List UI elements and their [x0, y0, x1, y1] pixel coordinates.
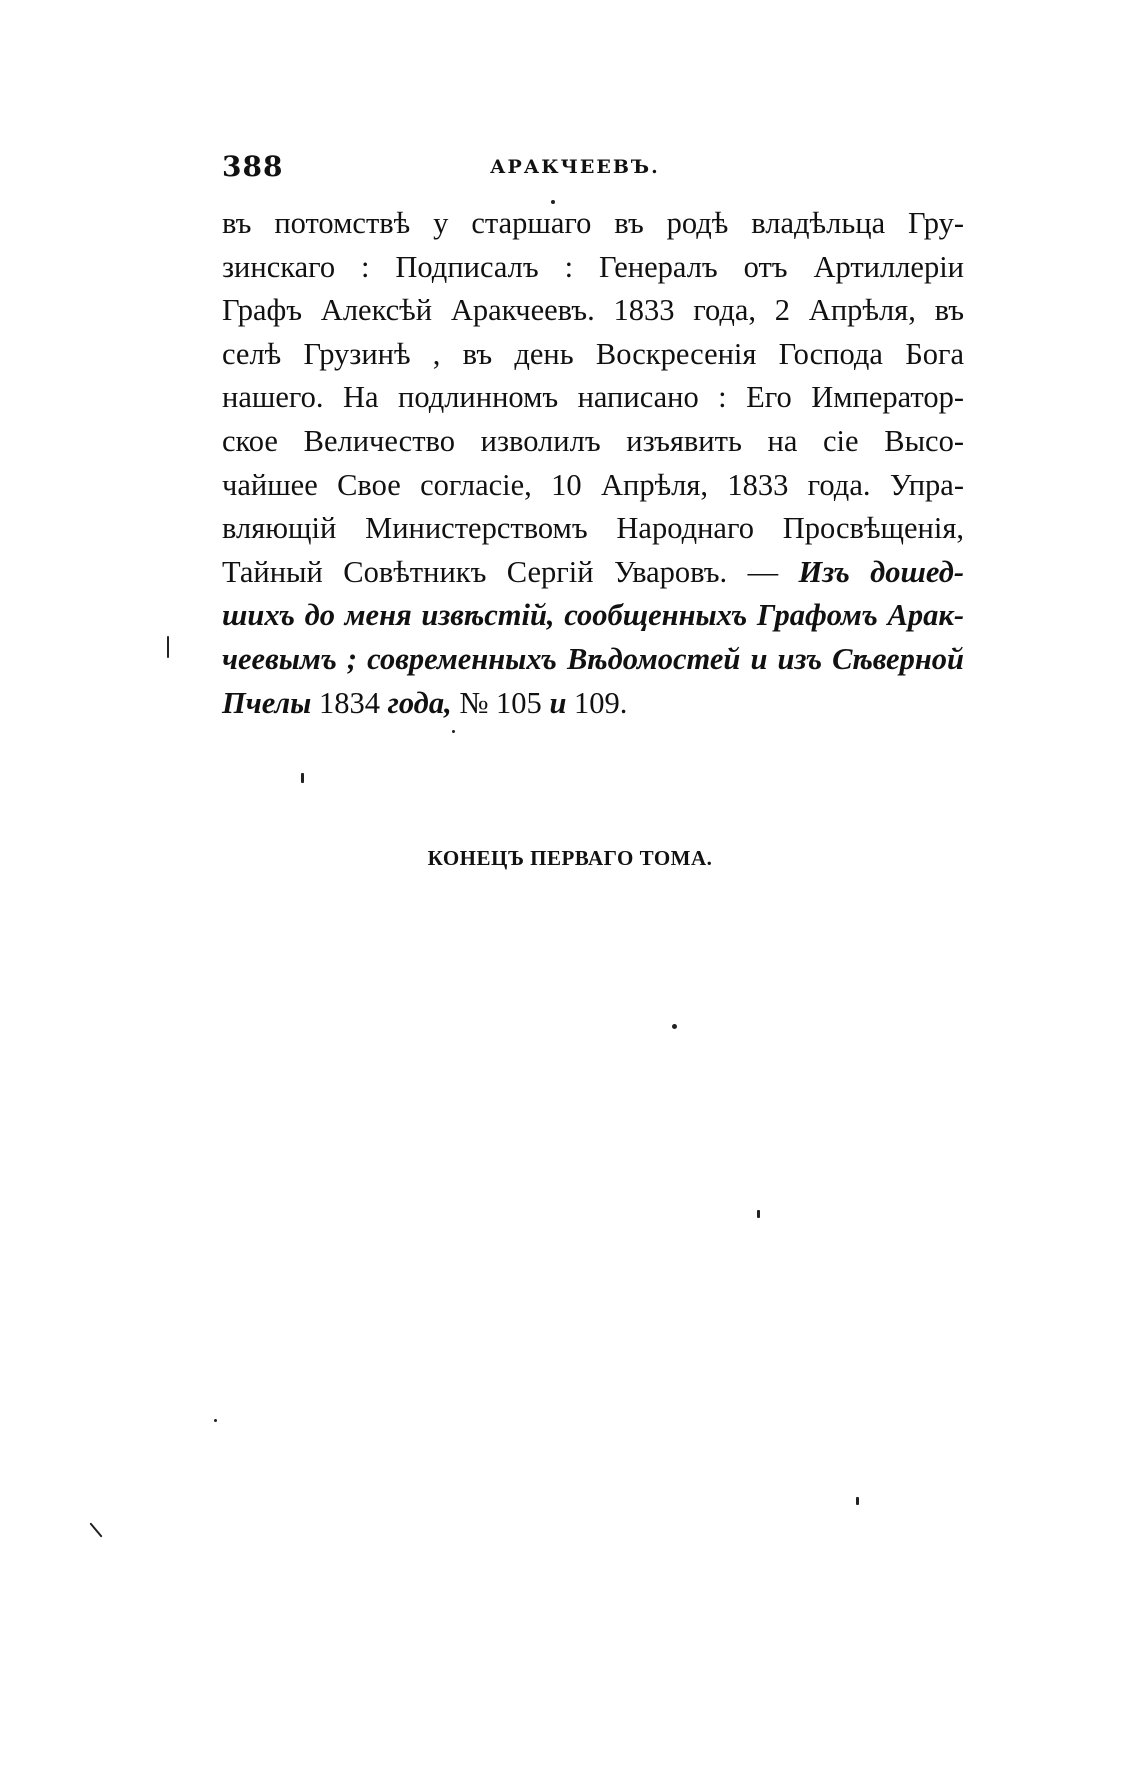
scan-speck	[452, 730, 455, 733]
text-line: Графъ Алексѣй Аракчеевъ. 1833 года, 2 Апрѣля, въ	[222, 293, 964, 328]
scan-speck	[856, 1497, 859, 1505]
text-line: въ потомствѣ у старшаго въ родѣ владѣльца Гру-	[222, 206, 964, 240]
text-segment: 1834	[318, 685, 380, 720]
text-line: зинскаго : Подписалъ : Генералъ отъ Артиллеріи	[222, 249, 964, 284]
text-line: нашего. На подлинномъ написано : Его Император-	[222, 380, 964, 415]
page-header	[222, 150, 964, 190]
text-segment: № 105	[459, 685, 542, 720]
text-line: чайшее Свое согласіе, 10 Апрѣля, 1833 года. Упра-	[222, 467, 964, 502]
text-segment: 109.	[574, 685, 628, 720]
page-number: 388	[222, 150, 284, 183]
italic-segment: и	[549, 685, 567, 720]
italic-segment: Пчелы	[222, 685, 312, 720]
running-title: АРАКЧЕЕВЪ.	[490, 156, 660, 178]
scan-speck	[757, 1210, 760, 1218]
scan-speck	[301, 773, 304, 783]
scan-speck	[672, 1024, 677, 1029]
text-segment: Тайный Совѣтникъ Сергій Уваровъ. —	[222, 554, 779, 589]
text-line: ское Величество изволилъ изъявить на сіе Высо-	[222, 423, 964, 458]
text-line-mixed	[222, 551, 964, 595]
italic-line: шихъ до меня извѣстій, сообщенныхъ Графомъ Арак-	[222, 598, 964, 633]
italic-line: чеевымъ ; современныхъ Вѣдомостей и изъ Сѣверной	[222, 641, 964, 676]
final-line	[222, 682, 964, 726]
scan-speck	[214, 1419, 217, 1422]
italic-segment: года,	[387, 685, 452, 720]
scan-speck	[167, 636, 169, 658]
scan-speck	[551, 200, 555, 204]
italic-segment: Изъ дошед-	[798, 554, 964, 589]
text-line: вляющій Министерствомъ Народнаго Просвѣщенія,	[222, 511, 964, 546]
body-text	[222, 202, 964, 725]
scan-speck	[89, 1522, 102, 1537]
end-of-volume-title: КОНЕЦЪ ПЕРВАГО ТОМА.	[427, 846, 713, 870]
text-line: селѣ Грузинѣ , въ день Воскресенія Господа Бога	[222, 336, 964, 371]
